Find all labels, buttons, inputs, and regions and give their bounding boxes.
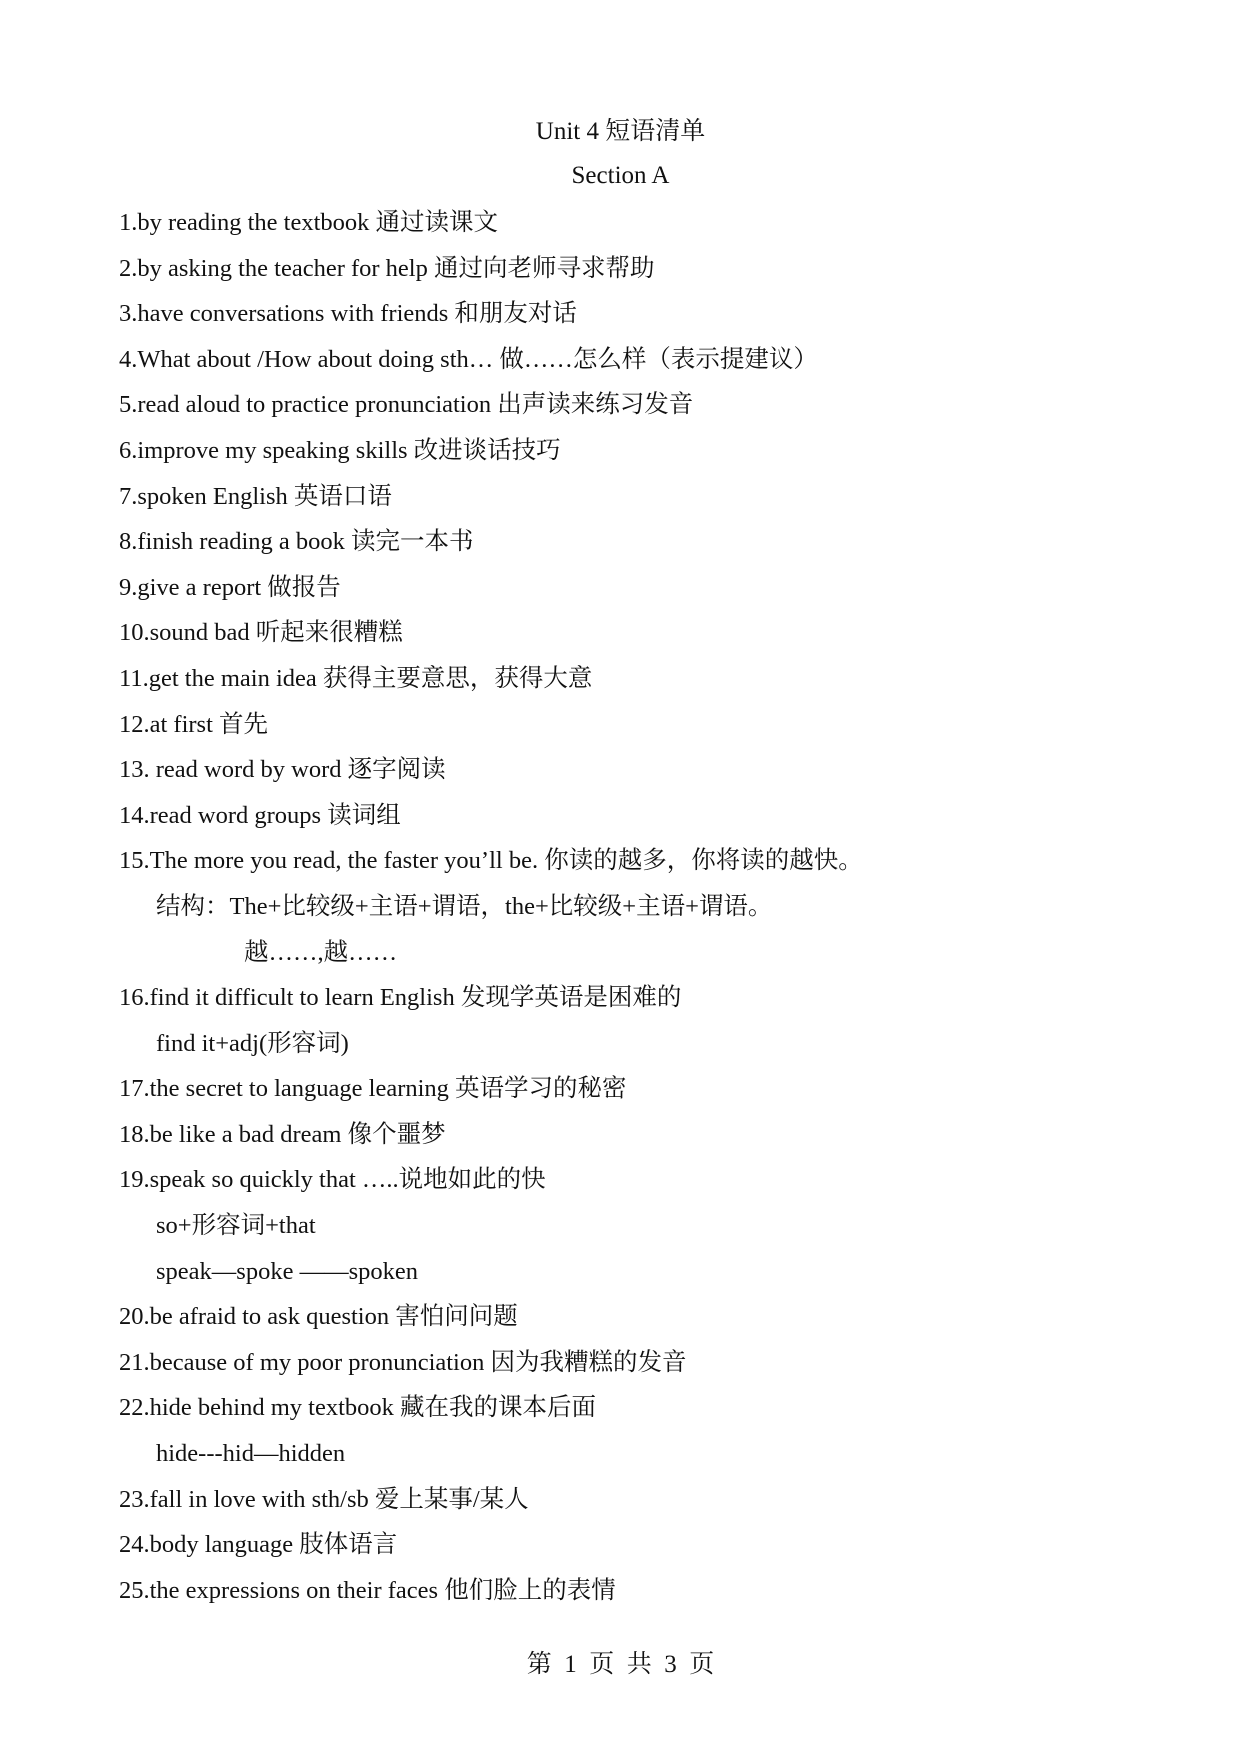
phrase-item: 22.hide behind my textbook 藏在我的课本后面 [119, 1394, 597, 1422]
phrase-item: 19.speak so quickly that …..说地如此的快 [119, 1166, 546, 1194]
phrase-item: 5.read aloud to practice pronunciation 出声读来练习发音 [119, 391, 694, 419]
phrase-item: 23.fall in love with sth/sb 爱上某事/某人 [119, 1485, 529, 1513]
page-footer: 第 1 页 共 3 页 [526, 1651, 715, 1678]
phrase-note: find it+adj(形容词) [156, 1029, 349, 1057]
phrase-item: 16.find it difficult to learn English 发现学英语是困难的 [119, 984, 682, 1012]
phrase-item: 6.improve my speaking skills 改进谈话技巧 [119, 436, 561, 464]
phrase-list [119, 200, 1159, 1613]
phrase-item: 11.get the main idea 获得主要意思，获得大意 [119, 664, 593, 692]
phrase-item: 21.because of my poor pronunciation 因为我糟糕的发音 [119, 1348, 687, 1376]
phrase-item: 25.the expressions on their faces 他们脸上的表情 [119, 1576, 616, 1604]
phrase-item: 2.by asking the teacher for help 通过向老师寻求帮助 [119, 254, 655, 282]
phrase-item: 18.be like a bad dream 像个噩梦 [119, 1120, 446, 1148]
phrase-item: 3.have conversations with friends 和朋友对话 [119, 300, 577, 328]
phrase-item: 12.at first 首先 [119, 710, 269, 738]
phrase-item: 14.read word groups 读词组 [119, 801, 401, 829]
page-title: Unit 4 短语清单 [535, 118, 706, 145]
phrase-note: 越……,越…… [244, 938, 398, 966]
phrase-item: 17.the secret to language learning 英语学习的秘密 [119, 1075, 627, 1103]
phrase-item: 13. read word by word 逐字阅读 [119, 756, 446, 784]
phrase-item: 9.give a report 做报告 [119, 573, 341, 601]
phrase-item: 24.body language 肢体语言 [119, 1531, 398, 1559]
phrase-item: 1.by reading the textbook 通过读课文 [119, 209, 499, 236]
section-heading: Section A [571, 162, 670, 189]
phrase-item: 20.be afraid to ask question 害怕问问题 [119, 1303, 518, 1331]
phrase-item: 8.finish reading a book 读完一本书 [119, 528, 474, 556]
phrase-item: 10.sound bad 听起来很糟糕 [119, 619, 403, 647]
phrase-item: 15.The more you read, the faster you’ll be. 你读的越多，你将读的越快。 [119, 847, 863, 875]
phrase-note: hide---hid—hidden [156, 1440, 346, 1468]
phrase-note: 结构：The+比较级+主语+谓语，the+比较级+主语+谓语。 [156, 892, 773, 920]
phrase-item: 4.What about /How about doing sth… 做……怎么样（表示提建议） [119, 345, 818, 373]
phrase-note: so+形容词+that [156, 1212, 316, 1240]
phrase-note: speak—spoke ——spoken [156, 1257, 418, 1285]
phrase-item: 7.spoken English 英语口语 [119, 482, 392, 510]
